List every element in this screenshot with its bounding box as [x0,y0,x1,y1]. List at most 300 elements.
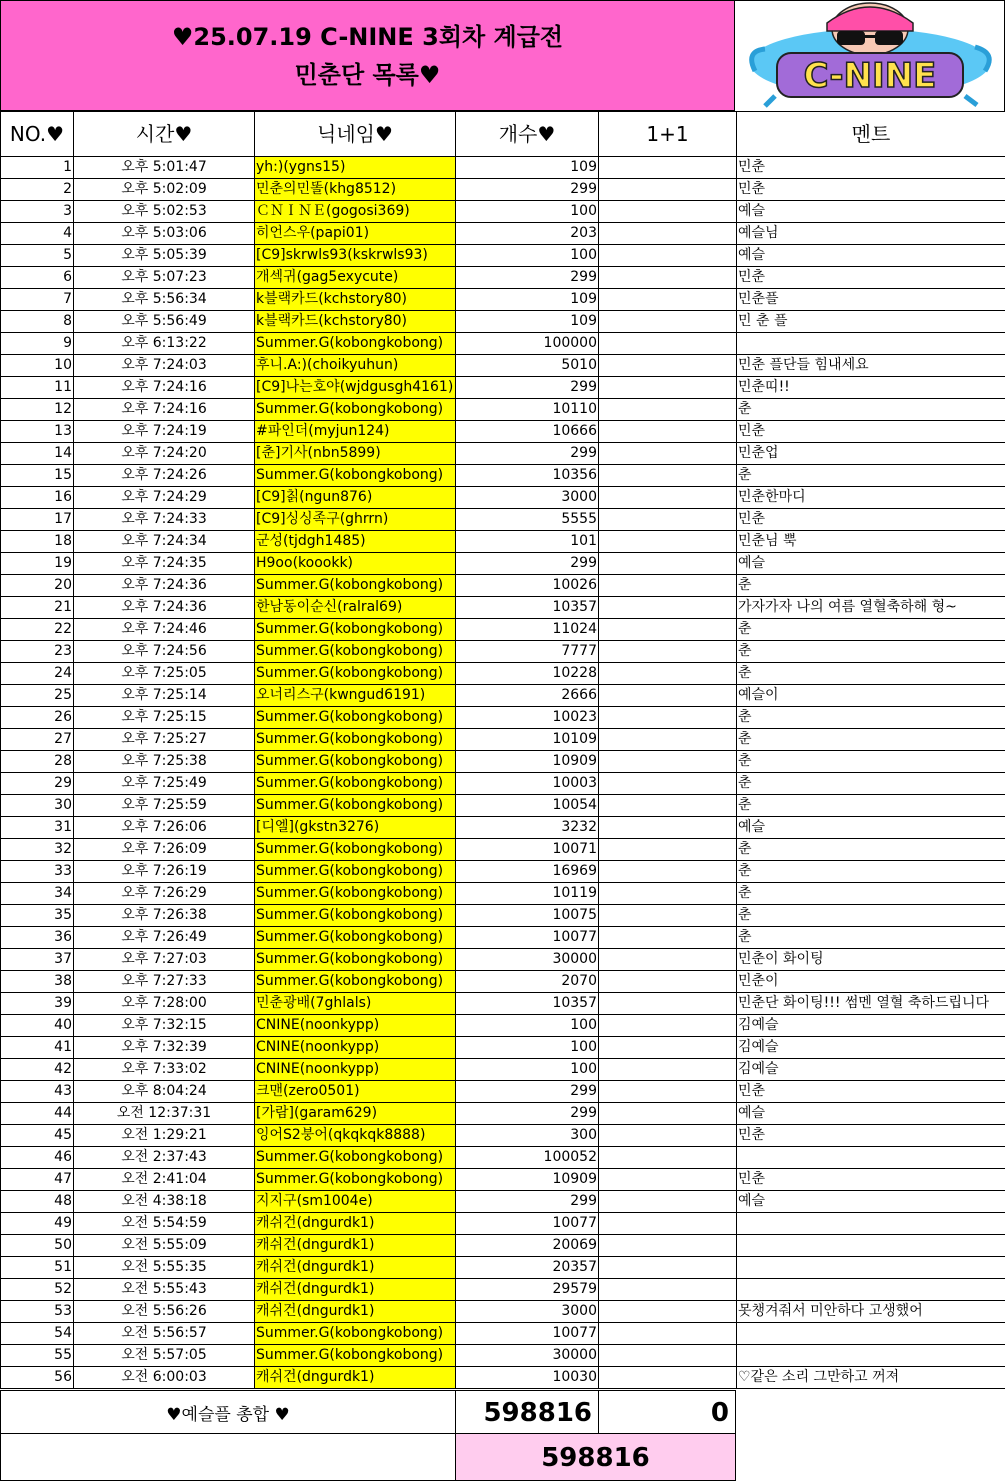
row-nickname: k블랙카드(kchstory80) [255,311,456,333]
row-time: 오후 5:07:23 [74,267,255,289]
row-plus-one [599,883,737,905]
row-time: 오전 6:00:03 [74,1367,255,1389]
table-row [1,1037,1005,1059]
row-nickname: Summer.G(kobongkobong) [255,663,456,685]
table-row [1,1191,1005,1213]
row-time: 오후 7:26:09 [74,839,255,861]
row-nickname: 캐쉬건(dngurdk1) [255,1301,456,1323]
row-nickname: Summer.G(kobongkobong) [255,905,456,927]
row-comment: 예슬 [737,1103,1005,1125]
row-count: 20069 [456,1235,599,1257]
row-comment: 민춘님 뿍 [737,531,1005,553]
row-number: 3 [1,201,74,223]
row-plus-one [599,179,737,201]
row-nickname: ＣＮＩＮＥ(gogosi369) [255,201,456,223]
row-nickname: k블랙카드(kchstory80) [255,289,456,311]
table-row [1,773,1005,795]
row-comment: 못챙겨줘서 미안하다 고생했어 [737,1301,1005,1323]
row-nickname: 개섹귀(gag5exycute) [255,267,456,289]
row-number: 31 [1,817,74,839]
donation-table [0,111,1005,1389]
table-row [1,949,1005,971]
row-count: 10357 [456,993,599,1015]
totals-label: ♥예슬플 총합 ♥ [0,1390,456,1434]
col-plus-one-header: 1+1 [599,112,737,157]
row-plus-one [599,1191,737,1213]
table-row [1,157,1005,179]
table-row [1,905,1005,927]
row-count: 100 [456,245,599,267]
row-count: 20357 [456,1257,599,1279]
row-number: 9 [1,333,74,355]
row-nickname: Summer.G(kobongkobong) [255,839,456,861]
row-count: 299 [456,267,599,289]
row-count: 299 [456,377,599,399]
row-count: 30000 [456,1345,599,1367]
row-count: 10356 [456,465,599,487]
table-row [1,1169,1005,1191]
row-comment: 민춘 플단들 힘내세요 [737,355,1005,377]
table-row [1,641,1005,663]
row-comment: 춘 [737,619,1005,641]
row-comment: 민춘 [737,421,1005,443]
table-row [1,619,1005,641]
row-number: 36 [1,927,74,949]
table-row [1,1015,1005,1037]
row-time: 오후 7:24:16 [74,377,255,399]
row-time: 오후 5:56:34 [74,289,255,311]
row-nickname: #파인더(myjun124) [255,421,456,443]
row-plus-one [599,575,737,597]
table-row [1,751,1005,773]
table-row [1,1345,1005,1367]
table-row [1,179,1005,201]
row-plus-one [599,949,737,971]
row-comment: 춘 [737,641,1005,663]
row-comment [737,1279,1005,1301]
row-nickname: 캐쉬건(dngurdk1) [255,1213,456,1235]
row-nickname: [춘]기사(nbn5899) [255,443,456,465]
plus-one-total: 0 [598,1390,736,1434]
row-nickname: Summer.G(kobongkobong) [255,399,456,421]
row-number: 28 [1,751,74,773]
row-count: 100052 [456,1147,599,1169]
col-nickname-header: 닉네임♥ [255,112,456,157]
row-time: 오후 7:24:36 [74,575,255,597]
row-comment: 춘 [737,883,1005,905]
row-number: 26 [1,707,74,729]
row-number: 50 [1,1235,74,1257]
row-count: 10077 [456,1213,599,1235]
row-nickname: Summer.G(kobongkobong) [255,861,456,883]
row-count: 300 [456,1125,599,1147]
row-time: 오후 7:25:15 [74,707,255,729]
row-comment: 가자가자 나의 여름 열혈축하해 형~ [737,597,1005,619]
row-plus-one [599,1037,737,1059]
row-plus-one [599,927,737,949]
row-time: 오후 7:26:38 [74,905,255,927]
row-number: 11 [1,377,74,399]
table-row [1,817,1005,839]
row-comment: 민춘띠!! [737,377,1005,399]
row-plus-one [599,751,737,773]
row-nickname: 후니.A:)(choikyuhun) [255,355,456,377]
row-number: 39 [1,993,74,1015]
row-comment: 김예슬 [737,1037,1005,1059]
table-row [1,223,1005,245]
row-count: 10119 [456,883,599,905]
row-nickname: Summer.G(kobongkobong) [255,971,456,993]
row-count: 10909 [456,751,599,773]
row-time: 오후 7:24:36 [74,597,255,619]
row-time: 오후 7:32:15 [74,1015,255,1037]
row-plus-one [599,817,737,839]
row-time: 오후 7:24:33 [74,509,255,531]
row-plus-one [599,355,737,377]
row-number: 42 [1,1059,74,1081]
row-time: 오후 7:24:19 [74,421,255,443]
row-comment [737,1213,1005,1235]
row-time: 오후 7:26:06 [74,817,255,839]
row-comment: 예슬님 [737,223,1005,245]
table-row [1,795,1005,817]
row-time: 오전 5:56:57 [74,1323,255,1345]
row-number: 32 [1,839,74,861]
row-number: 7 [1,289,74,311]
table-row [1,531,1005,553]
row-comment: 김예슬 [737,1015,1005,1037]
row-nickname: Summer.G(kobongkobong) [255,927,456,949]
row-nickname: CNINE(noonkypp) [255,1015,456,1037]
row-time: 오후 8:04:24 [74,1081,255,1103]
table-row [1,1059,1005,1081]
row-nickname: Summer.G(kobongkobong) [255,1345,456,1367]
row-plus-one [599,773,737,795]
row-nickname: [가람](garam629) [255,1103,456,1125]
row-count: 2070 [456,971,599,993]
col-no-header: NO.♥ [1,112,74,157]
row-number: 45 [1,1125,74,1147]
row-comment: 예슬 [737,201,1005,223]
table-row [1,1103,1005,1125]
row-number: 55 [1,1345,74,1367]
row-time: 오후 7:25:27 [74,729,255,751]
row-number: 47 [1,1169,74,1191]
row-number: 15 [1,465,74,487]
row-nickname: 캐쉬건(dngurdk1) [255,1367,456,1389]
row-nickname: 크맨(zero0501) [255,1081,456,1103]
row-time: 오후 5:03:06 [74,223,255,245]
row-plus-one [599,729,737,751]
row-count: 10666 [456,421,599,443]
row-plus-one [599,1059,737,1081]
row-plus-one [599,377,737,399]
row-comment: 춘 [737,927,1005,949]
row-plus-one [599,487,737,509]
row-time: 오전 4:38:18 [74,1191,255,1213]
row-nickname: 지지구(sm1004e) [255,1191,456,1213]
row-time: 오전 5:55:43 [74,1279,255,1301]
row-time: 오후 5:02:09 [74,179,255,201]
table-row [1,707,1005,729]
row-number: 56 [1,1367,74,1389]
row-plus-one [599,1257,737,1279]
count-total: 598816 [455,1390,599,1434]
row-plus-one [599,663,737,685]
row-nickname: Summer.G(kobongkobong) [255,1169,456,1191]
row-number: 33 [1,861,74,883]
row-number: 14 [1,443,74,465]
row-nickname: CNINE(noonkypp) [255,1037,456,1059]
row-count: 10909 [456,1169,599,1191]
row-plus-one [599,1213,737,1235]
col-time-header: 시간♥ [74,112,255,157]
row-count: 10071 [456,839,599,861]
row-count: 299 [456,1103,599,1125]
row-comment: 예슬 [737,1191,1005,1213]
row-time: 오후 7:26:29 [74,883,255,905]
row-plus-one [599,707,737,729]
row-count: 3000 [456,1301,599,1323]
row-count: 30000 [456,949,599,971]
row-comment: 민춘단 화이팅!!! 썸멘 열혈 축하드립니다 [737,993,1005,1015]
row-comment: 춘 [737,773,1005,795]
row-comment: 춘 [737,839,1005,861]
table-row [1,1367,1005,1389]
row-time: 오전 5:54:59 [74,1213,255,1235]
row-time: 오후 5:02:53 [74,201,255,223]
header-row [1,112,1005,157]
row-nickname: Summer.G(kobongkobong) [255,619,456,641]
row-comment: 민춘업 [737,443,1005,465]
row-count: 10357 [456,597,599,619]
row-number: 13 [1,421,74,443]
row-plus-one [599,267,737,289]
row-number: 30 [1,795,74,817]
row-plus-one [599,685,737,707]
row-time: 오후 7:24:16 [74,399,255,421]
row-plus-one [599,1279,737,1301]
row-count: 203 [456,223,599,245]
row-number: 23 [1,641,74,663]
row-plus-one [599,597,737,619]
row-plus-one [599,861,737,883]
row-number: 6 [1,267,74,289]
row-count: 10030 [456,1367,599,1389]
row-plus-one [599,1367,737,1389]
row-plus-one [599,1125,737,1147]
title-line-1: ♥25.07.19 C-NINE 3회차 계급전 [172,18,563,56]
row-nickname: Summer.G(kobongkobong) [255,707,456,729]
row-number: 2 [1,179,74,201]
logo-text: C-NINE [804,56,937,96]
row-comment: 춘 [737,751,1005,773]
row-plus-one [599,795,737,817]
row-comment: 춘 [737,861,1005,883]
table-row [1,1279,1005,1301]
row-comment: 예슬 [737,817,1005,839]
row-plus-one [599,509,737,531]
row-time: 오후 7:27:33 [74,971,255,993]
table-row [1,201,1005,223]
row-nickname: Summer.G(kobongkobong) [255,773,456,795]
row-nickname: 한남동이순신(ralral69) [255,597,456,619]
row-nickname: Summer.G(kobongkobong) [255,641,456,663]
row-number: 22 [1,619,74,641]
table-row [1,861,1005,883]
row-number: 8 [1,311,74,333]
row-count: 3232 [456,817,599,839]
row-nickname: 캐쉬건(dngurdk1) [255,1257,456,1279]
row-nickname: Summer.G(kobongkobong) [255,1323,456,1345]
table-row [1,377,1005,399]
row-nickname: Summer.G(kobongkobong) [255,465,456,487]
row-count: 100 [456,1059,599,1081]
row-plus-one [599,1301,737,1323]
row-plus-one [599,399,737,421]
row-plus-one [599,1081,737,1103]
row-number: 27 [1,729,74,751]
row-comment: 춘 [737,729,1005,751]
row-comment: 민춘한마디 [737,487,1005,509]
row-time: 오후 7:24:03 [74,355,255,377]
row-comment: ♡같은 소리 그만하고 꺼져 [737,1367,1005,1389]
row-count: 109 [456,311,599,333]
table-row [1,333,1005,355]
row-count: 10077 [456,927,599,949]
row-count: 299 [456,1081,599,1103]
row-number: 19 [1,553,74,575]
row-comment [737,1345,1005,1367]
row-plus-one [599,971,737,993]
row-comment: 춘 [737,707,1005,729]
row-number: 34 [1,883,74,905]
row-plus-one [599,993,737,1015]
row-number: 37 [1,949,74,971]
row-plus-one [599,245,737,267]
table-row [1,993,1005,1015]
row-count: 100000 [456,333,599,355]
row-nickname: 캐쉬건(dngurdk1) [255,1235,456,1257]
row-comment: 예슬이 [737,685,1005,707]
row-plus-one [599,619,737,641]
row-plus-one [599,1323,737,1345]
row-time: 오전 5:57:05 [74,1345,255,1367]
table-row [1,443,1005,465]
row-time: 오후 7:32:39 [74,1037,255,1059]
table-row [1,267,1005,289]
table-row [1,399,1005,421]
row-plus-one [599,553,737,575]
table-row [1,1147,1005,1169]
row-number: 16 [1,487,74,509]
row-comment: 민춘 [737,509,1005,531]
table-row [1,1235,1005,1257]
row-plus-one [599,465,737,487]
row-time: 오후 5:56:49 [74,311,255,333]
row-comment: 춘 [737,905,1005,927]
row-time: 오후 7:25:49 [74,773,255,795]
table-row [1,971,1005,993]
row-comment: 민춘 [737,1169,1005,1191]
row-time: 오후 7:24:46 [74,619,255,641]
row-time: 오전 5:56:26 [74,1301,255,1323]
row-time: 오후 7:24:56 [74,641,255,663]
row-comment [737,1323,1005,1345]
row-comment: 민춘 [737,1125,1005,1147]
row-time: 오후 7:24:35 [74,553,255,575]
row-number: 1 [1,157,74,179]
row-time: 오후 7:24:29 [74,487,255,509]
table-row [1,509,1005,531]
row-number: 17 [1,509,74,531]
row-number: 29 [1,773,74,795]
row-plus-one [599,289,737,311]
row-time: 오후 5:01:47 [74,157,255,179]
table-row [1,927,1005,949]
row-plus-one [599,1147,737,1169]
row-nickname: Summer.G(kobongkobong) [255,729,456,751]
row-plus-one [599,531,737,553]
row-comment: 민춘이 [737,971,1005,993]
row-number: 35 [1,905,74,927]
row-time: 오후 7:28:00 [74,993,255,1015]
row-number: 10 [1,355,74,377]
row-time: 오후 7:33:02 [74,1059,255,1081]
row-comment: 민춘플 [737,289,1005,311]
row-time: 오후 7:25:14 [74,685,255,707]
row-number: 40 [1,1015,74,1037]
row-number: 12 [1,399,74,421]
row-time: 오후 7:24:34 [74,531,255,553]
row-time: 오후 7:26:49 [74,927,255,949]
row-number: 43 [1,1081,74,1103]
row-time: 오후 7:25:05 [74,663,255,685]
row-number: 41 [1,1037,74,1059]
row-count: 5555 [456,509,599,531]
row-number: 5 [1,245,74,267]
table-row [1,1301,1005,1323]
row-number: 4 [1,223,74,245]
row-count: 299 [456,1191,599,1213]
table-row [1,839,1005,861]
row-comment: 춘 [737,795,1005,817]
row-count: 2666 [456,685,599,707]
row-count: 10110 [456,399,599,421]
row-count: 10003 [456,773,599,795]
row-nickname: Summer.G(kobongkobong) [255,575,456,597]
row-time: 오전 2:41:04 [74,1169,255,1191]
row-nickname: Summer.G(kobongkobong) [255,949,456,971]
row-count: 10228 [456,663,599,685]
row-plus-one [599,201,737,223]
row-nickname: Summer.G(kobongkobong) [255,795,456,817]
col-count-header: 개수♥ [456,112,599,157]
row-count: 101 [456,531,599,553]
row-time: 오전 5:55:09 [74,1235,255,1257]
row-time: 오후 7:25:38 [74,751,255,773]
table-row [1,1323,1005,1345]
table-row [1,311,1005,333]
table-row [1,421,1005,443]
row-nickname: [C9]나는호야(wjdgusgh4161) [255,377,456,399]
empty-cell [0,1433,456,1481]
row-count: 10075 [456,905,599,927]
table-row [1,685,1005,707]
row-nickname: Summer.G(kobongkobong) [255,333,456,355]
row-comment [737,1257,1005,1279]
row-count: 5010 [456,355,599,377]
